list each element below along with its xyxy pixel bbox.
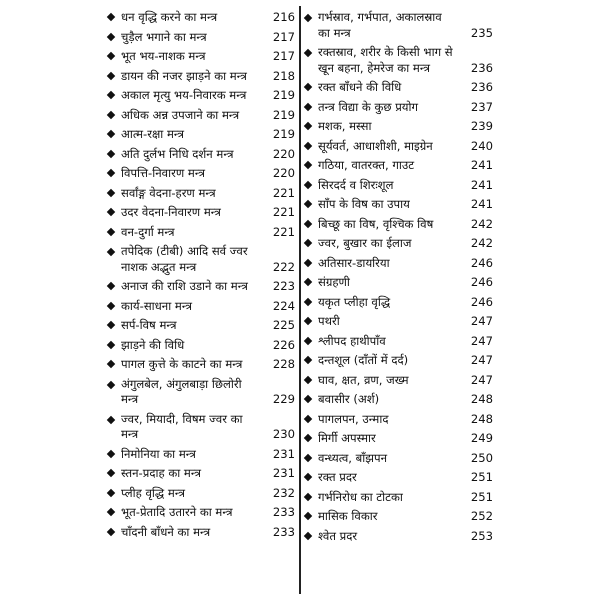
- entry-page-number: 248: [470, 392, 493, 406]
- diamond-bullet-icon: [107, 321, 115, 329]
- entry-title: दन्तशूल (दाँतों में दर्द): [318, 353, 409, 367]
- index-entry: [305, 468, 493, 488]
- diamond-bullet-icon: [304, 317, 312, 325]
- index-entry: [108, 106, 295, 126]
- entry-title: प्लीह वृद्धि मन्त्र: [121, 485, 185, 500]
- entry-page-number: 235: [470, 25, 493, 40]
- diamond-bullet-icon: [304, 180, 312, 188]
- diamond-bullet-icon: [304, 512, 312, 520]
- index-entry: [108, 28, 295, 48]
- index-entry: [305, 215, 493, 235]
- index-entry: [305, 43, 493, 78]
- diamond-bullet-icon: [304, 531, 312, 539]
- entry-page-number: 236: [470, 80, 493, 94]
- index-entry: [305, 117, 493, 137]
- left-index-column: [108, 8, 295, 542]
- diamond-bullet-icon: [304, 239, 312, 247]
- diamond-bullet-icon: [107, 208, 115, 216]
- entry-page-number: 240: [470, 138, 493, 153]
- diamond-bullet-icon: [304, 122, 312, 130]
- entry-title: पागलपन, उन्माद: [318, 411, 389, 426]
- entry-page-number: 226: [272, 337, 295, 352]
- index-entry: [108, 223, 295, 243]
- index-entry: [108, 464, 295, 484]
- entry-title: सर्प-विष मन्त्र: [121, 318, 177, 332]
- entry-title: श्वेत प्रदर: [318, 528, 358, 543]
- index-entry: [305, 78, 493, 98]
- entry-title: विपत्ति-निवारण मन्त्र: [121, 166, 206, 180]
- diamond-bullet-icon: [304, 200, 312, 208]
- entry-page-number: 221: [272, 185, 295, 200]
- entry-page-number: 247: [470, 314, 493, 328]
- entry-title: गठिया, वातरक्त, गाउट: [318, 158, 415, 172]
- entry-page-number: 246: [470, 255, 493, 270]
- entry-page-number: 233: [272, 505, 295, 519]
- diamond-bullet-icon: [107, 301, 115, 309]
- diamond-bullet-icon: [304, 473, 312, 481]
- index-entry: [305, 390, 493, 410]
- entry-page-number: 241: [470, 177, 493, 192]
- entry-title: बवासीर (अर्श): [318, 392, 380, 406]
- entry-title: सिरदर्द व शिरःशूल: [318, 177, 394, 192]
- entry-page-number: 253: [470, 528, 493, 543]
- entry-page-number: 230: [272, 427, 295, 441]
- diamond-bullet-icon: [304, 141, 312, 149]
- entry-page-number: 251: [470, 470, 493, 484]
- entry-title: उदर वेदना-निवारण मन्त्र: [121, 205, 221, 219]
- entry-page-number: 231: [272, 466, 295, 480]
- index-entry: [108, 242, 295, 277]
- entry-page-number: 233: [272, 524, 295, 539]
- entry-title: अनाज की राशि उडाने का मन्त्र: [121, 279, 248, 293]
- right-index-column: [305, 8, 493, 546]
- entry-page-number: 249: [470, 431, 493, 445]
- index-entry: [108, 67, 295, 87]
- entry-title: तपेदिक (टीबी) आदि सर्व ज्वर: [121, 244, 248, 258]
- entry-page-number: 229: [272, 392, 295, 406]
- entry-title: पथरी: [318, 314, 340, 328]
- index-entry: [305, 312, 493, 332]
- index-entry: [305, 137, 493, 157]
- entry-title-continued: नाशक अद्भुत मन्त्र: [121, 259, 197, 274]
- diamond-bullet-icon: [107, 130, 115, 138]
- entry-page-number: 251: [470, 489, 493, 504]
- diamond-bullet-icon: [107, 449, 115, 457]
- index-entry: [305, 449, 493, 469]
- index-entry: [108, 316, 295, 336]
- diamond-bullet-icon: [304, 434, 312, 442]
- entry-title: गर्भस्राव, गर्भपात, अकालस्राव: [318, 10, 442, 24]
- entry-title: ज्वर, मियादी, विषम ज्वर का: [121, 411, 243, 426]
- index-entry: [108, 164, 295, 184]
- entry-title: मशक, मस्सा: [318, 119, 372, 133]
- diamond-bullet-icon: [107, 248, 115, 256]
- diamond-bullet-icon: [107, 282, 115, 290]
- entry-page-number: 222: [272, 259, 295, 274]
- index-entry: [108, 184, 295, 204]
- entry-title: मासिक विकार: [318, 509, 378, 523]
- entry-page-number: 223: [272, 279, 295, 293]
- entry-title: संग्रहणी: [318, 275, 350, 289]
- diamond-bullet-icon: [107, 110, 115, 118]
- entry-title: भूत भय-नाशक मन्त्र: [121, 49, 206, 63]
- index-entry: [305, 98, 493, 118]
- diamond-bullet-icon: [107, 415, 115, 423]
- entry-page-number: 231: [272, 446, 295, 461]
- entry-page-number: 219: [272, 107, 295, 122]
- diamond-bullet-icon: [304, 258, 312, 266]
- index-entry: [108, 445, 295, 465]
- index-entry: [108, 523, 295, 543]
- entry-title: रक्त प्रदर: [318, 470, 357, 484]
- entry-page-number: 220: [272, 146, 295, 161]
- entry-page-number: 217: [272, 29, 295, 44]
- entry-page-number: 232: [272, 485, 295, 500]
- diamond-bullet-icon: [107, 469, 115, 477]
- diamond-bullet-icon: [107, 32, 115, 40]
- diamond-bullet-icon: [107, 188, 115, 196]
- entry-page-number: 247: [470, 372, 493, 387]
- index-entry: [305, 488, 493, 508]
- entry-title: झाड़ने की विधि: [121, 337, 185, 352]
- entry-page-number: 228: [272, 357, 295, 371]
- diamond-bullet-icon: [107, 71, 115, 79]
- index-entry: [108, 47, 295, 67]
- index-entry: [108, 410, 295, 445]
- diamond-bullet-icon: [107, 527, 115, 535]
- index-entry: [305, 429, 493, 449]
- index-entry: [305, 332, 493, 352]
- entry-title: सर्वांङ्ग वेदना-हरण मन्त्र: [121, 185, 216, 200]
- index-entry: [305, 371, 493, 391]
- entry-title: बिच्छू का विष, वृश्चिक विष: [318, 216, 434, 231]
- index-entry: [108, 503, 295, 523]
- entry-title: रक्त बाँधने की विधि: [318, 80, 402, 94]
- entry-title-continued: का मन्त्र: [318, 25, 351, 40]
- entry-page-number: 225: [272, 318, 295, 332]
- entry-page-number: 221: [272, 205, 295, 219]
- diamond-bullet-icon: [304, 219, 312, 227]
- entry-page-number: 241: [470, 197, 493, 211]
- entry-page-number: 219: [272, 127, 295, 141]
- entry-title: अतिसार-डायरिया: [318, 255, 390, 270]
- diamond-bullet-icon: [304, 161, 312, 169]
- diamond-bullet-icon: [304, 414, 312, 422]
- entry-title: घाव, क्षत, व्रण, जख्म: [318, 372, 409, 387]
- index-entry: [108, 8, 295, 28]
- entry-page-number: 237: [470, 99, 493, 114]
- diamond-bullet-icon: [107, 13, 115, 21]
- entry-title: वन-दुर्गा मन्त्र: [121, 224, 175, 239]
- entry-page-number: 242: [470, 236, 493, 250]
- diamond-bullet-icon: [304, 395, 312, 403]
- index-entry: [305, 254, 493, 274]
- entry-title-continued: खून बहना, हेमरेज का मन्त्र: [318, 60, 431, 75]
- index-entry: [108, 125, 295, 145]
- diamond-bullet-icon: [304, 336, 312, 344]
- entry-page-number: 246: [470, 275, 493, 289]
- diamond-bullet-icon: [107, 488, 115, 496]
- entry-page-number: 241: [470, 158, 493, 172]
- entry-page-number: 239: [470, 119, 493, 133]
- diamond-bullet-icon: [107, 227, 115, 235]
- entry-title: अकाल मृत्यु भय-निवारक मन्त्र: [121, 88, 247, 102]
- entry-page-number: 247: [470, 333, 493, 348]
- index-entry: [305, 351, 493, 371]
- diamond-bullet-icon: [304, 453, 312, 461]
- entry-title: पागल कुत्ते के काटने का मन्त्र: [121, 357, 243, 371]
- entry-page-number: 247: [470, 353, 493, 367]
- entry-title: धन वृद्धि करने का मन्त्र: [121, 10, 218, 24]
- index-entry: [108, 297, 295, 317]
- diamond-bullet-icon: [304, 492, 312, 500]
- entry-title: वन्ध्यत्व, बाँझपन: [318, 450, 388, 465]
- entry-title: कार्य-साधना मन्त्र: [121, 298, 193, 313]
- diamond-bullet-icon: [107, 52, 115, 60]
- entry-title: डायन की नजर झाड़ने का मन्त्र: [121, 68, 247, 83]
- entry-title: भूत-प्रेतादि उतारने का मन्त्र: [121, 505, 233, 519]
- entry-page-number: 242: [470, 216, 493, 231]
- index-entry: [108, 86, 295, 106]
- diamond-bullet-icon: [107, 91, 115, 99]
- diamond-bullet-icon: [107, 508, 115, 516]
- index-entry: [305, 8, 493, 43]
- entry-page-number: 250: [470, 450, 493, 465]
- entry-title: तन्त्र विद्या के कुछ प्रयोग: [318, 99, 419, 114]
- index-entry: [305, 507, 493, 527]
- entry-page-number: 218: [272, 68, 295, 83]
- entry-title: रक्तस्राव, शरीर के किसी भाग से: [318, 45, 453, 59]
- entry-title: अधिक अन्न उपजाने का मन्त्र: [121, 107, 240, 122]
- index-entry: [305, 176, 493, 196]
- index-entry: [108, 355, 295, 375]
- entry-page-number: 216: [272, 10, 295, 24]
- entry-title: श्लीपद हाथीपाँव: [318, 333, 386, 348]
- diamond-bullet-icon: [304, 102, 312, 110]
- index-entry: [305, 293, 493, 313]
- entry-title: स्तन-प्रदाह का मन्त्र: [121, 466, 202, 480]
- index-entry: [108, 145, 295, 165]
- diamond-bullet-icon: [304, 356, 312, 364]
- entry-title: अंगुलबेल, अंगुलबाड़ा छिलोरी: [121, 376, 242, 391]
- entry-title: ज्वर, बुखार का ईलाज: [318, 236, 412, 250]
- index-entry: [305, 527, 493, 547]
- diamond-bullet-icon: [304, 83, 312, 91]
- diamond-bullet-icon: [304, 49, 312, 57]
- entry-page-number: 220: [272, 166, 295, 180]
- index-entry: [108, 484, 295, 504]
- entry-page-number: 224: [272, 298, 295, 313]
- index-entry: [305, 410, 493, 430]
- diamond-bullet-icon: [107, 380, 115, 388]
- index-entry: [305, 156, 493, 176]
- diamond-bullet-icon: [304, 14, 312, 22]
- entry-title: साँप के विष का उपाय: [318, 197, 410, 211]
- diamond-bullet-icon: [304, 297, 312, 305]
- entry-page-number: 248: [470, 411, 493, 426]
- entry-title: आत्म-रक्षा मन्त्र: [121, 127, 185, 141]
- entry-title: गर्भनिरोध का टोटका: [318, 489, 403, 504]
- index-entry: [108, 203, 295, 223]
- entry-title: मिर्गी अपस्मार: [318, 431, 376, 445]
- entry-title: चुड़ैल भगाने का मन्त्र: [121, 29, 207, 44]
- entry-page-number: 246: [470, 294, 493, 309]
- diamond-bullet-icon: [107, 340, 115, 348]
- diamond-bullet-icon: [107, 360, 115, 368]
- entry-title: अति दुर्लभ निधि दर्शन मन्त्र: [121, 146, 234, 161]
- entry-title-continued: मन्त्र: [121, 427, 139, 441]
- index-entry: [305, 195, 493, 215]
- entry-title-continued: मन्त्र: [121, 392, 139, 406]
- entry-title: सूर्यवर्त, आधाशीशी, माइग्रेन: [318, 138, 433, 153]
- index-entry: [305, 234, 493, 254]
- column-divider: [299, 6, 301, 594]
- diamond-bullet-icon: [107, 149, 115, 157]
- entry-title: निमोनिया का मन्त्र: [121, 446, 196, 461]
- index-entry: [108, 336, 295, 356]
- entry-page-number: 221: [272, 224, 295, 239]
- diamond-bullet-icon: [304, 375, 312, 383]
- entry-page-number: 236: [470, 60, 493, 75]
- diamond-bullet-icon: [304, 278, 312, 286]
- entry-page-number: 252: [470, 509, 493, 523]
- entry-page-number: 219: [272, 88, 295, 102]
- entry-title: यकृत प्लीहा वृद्धि: [318, 294, 391, 309]
- index-entry: [305, 273, 493, 293]
- entry-page-number: 217: [272, 49, 295, 63]
- index-entry: [108, 375, 295, 410]
- index-entry: [108, 277, 295, 297]
- entry-title: चाँदनी बाँधने का मन्त्र: [121, 524, 211, 539]
- diamond-bullet-icon: [107, 169, 115, 177]
